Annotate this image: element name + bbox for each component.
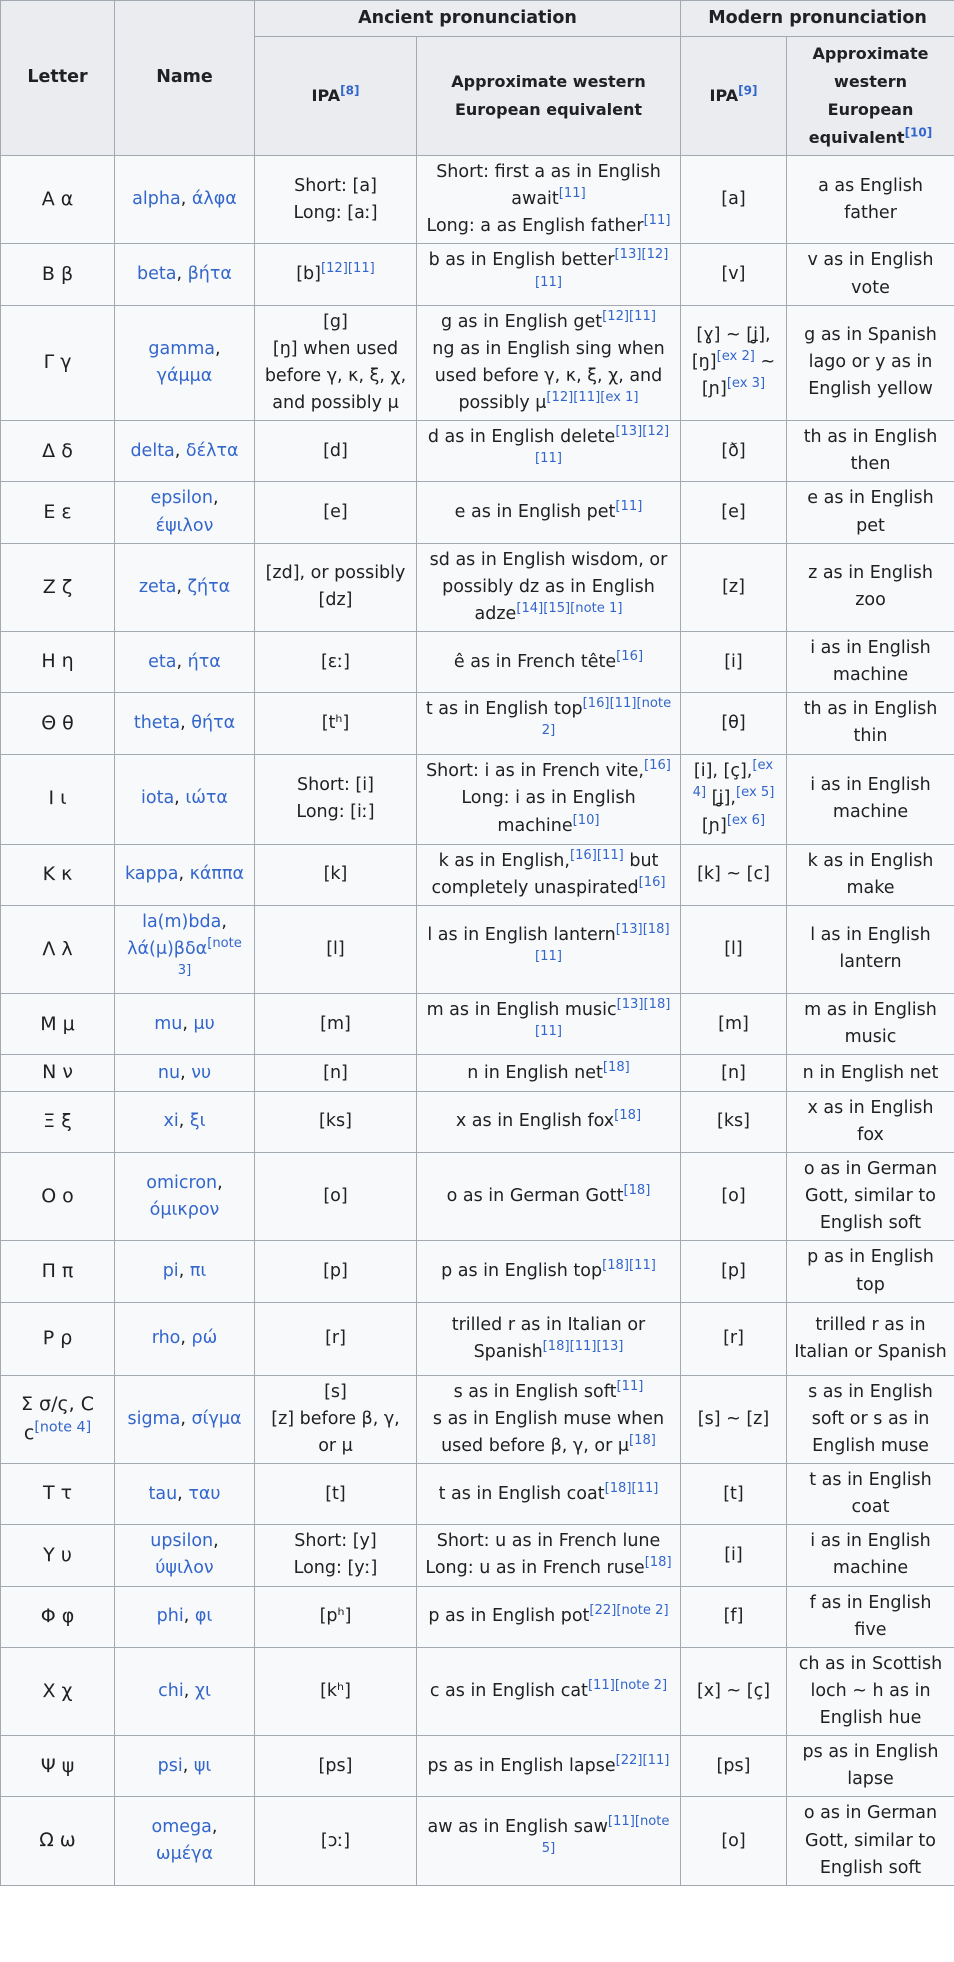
ancient-equivalent-cell: p as in English top[18][11] [417, 1241, 681, 1302]
modern-equivalent-cell: t as in English coat [787, 1464, 954, 1525]
modern-equivalent-cell: ps as in English lapse [787, 1736, 954, 1797]
modern-equivalent-cell: i as in English machine [787, 632, 954, 693]
letter-name-link[interactable]: sigma [127, 1408, 181, 1429]
ref-link[interactable]: [18] [602, 1059, 630, 1075]
header-modern: Modern pronunciation [681, 1, 954, 37]
ancient-equivalent-cell: g as in English get[12][11] ng as in English sing when used before γ, κ, ξ, χ, and possibly μ[12][11][ex 1] [417, 305, 681, 421]
modern-ipa-cell: [t] [681, 1464, 787, 1525]
letter-cell: Ε ε [1, 482, 115, 543]
ancient-ipa-cell: [zd], or possibly [dz] [255, 543, 417, 631]
ancient-ipa-cell: Short: [i] Long: [iː] [255, 754, 417, 844]
name-cell: pi, πι [115, 1241, 255, 1302]
table-row [1, 1736, 954, 1797]
table-row [1, 1464, 954, 1525]
greek-name-link[interactable]: λά(μ)βδα [127, 938, 208, 959]
ref-link[interactable]: [18] [644, 1555, 672, 1571]
ancient-equivalent-cell: e as in English pet[11] [417, 482, 681, 543]
ref-link[interactable]: [16] [616, 648, 644, 664]
greek-name-link[interactable]: θήτα [191, 712, 236, 733]
table-row [1, 1241, 954, 1302]
modern-equivalent-cell: i as in English machine [787, 754, 954, 844]
letter-name-link[interactable]: xi [163, 1111, 179, 1132]
table-header [1, 1, 954, 156]
ref-link[interactable]: [11] [642, 1752, 670, 1768]
modern-equivalent-cell: trilled r as in Italian or Spanish [787, 1302, 954, 1375]
name-cell: beta, βήτα [115, 244, 255, 305]
ancient-ipa-cell: [p] [255, 1241, 417, 1302]
name-cell: eta, ήτα [115, 632, 255, 693]
modern-ipa-cell: [a] [681, 156, 787, 244]
name-cell: alpha, άλφα [115, 156, 255, 244]
letter-cell: Π π [1, 1241, 115, 1302]
ancient-ipa-cell: [n] [255, 1055, 417, 1091]
ancient-equivalent-cell: trilled r as in Italian or Spanish[18][11][13] [417, 1302, 681, 1375]
modern-ipa-cell: [x] ~ [ç] [681, 1647, 787, 1735]
ancient-ipa-cell: [m] [255, 994, 417, 1055]
modern-equivalent-cell: l as in English lantern [787, 905, 954, 993]
ref-link[interactable]: [22] [589, 1603, 617, 1619]
table-row [1, 1055, 954, 1091]
ref-link[interactable]: [11] [573, 390, 601, 406]
letter-name-link[interactable]: alpha [132, 189, 181, 210]
letter-cell: Β β [1, 244, 115, 305]
name-cell: zeta, ζήτα [115, 543, 255, 631]
table-row [1, 1525, 954, 1586]
letter-cell: Δ δ [1, 421, 115, 482]
greek-name-link[interactable]: γάμμα [156, 365, 213, 386]
ref-link[interactable]: [note 4] [34, 1420, 92, 1437]
ancient-equivalent-cell: o as in German Gott[18] [417, 1153, 681, 1241]
ref-link[interactable]: [18] [642, 922, 670, 938]
ref-link[interactable]: [11] [347, 261, 375, 277]
ref-link[interactable]: [11] [629, 308, 656, 324]
ref-link[interactable]: [10] [904, 125, 933, 140]
letter-name-link[interactable]: delta [130, 440, 175, 461]
letter-name-link[interactable]: chi [158, 1680, 184, 1701]
letter-name-link[interactable]: phi [156, 1606, 184, 1627]
modern-ipa-cell: [i] [681, 632, 787, 693]
letter-cell: Υ υ [1, 1525, 115, 1586]
modern-equivalent-cell: x as in English fox [787, 1091, 954, 1152]
letter-cell: Ω ω [1, 1797, 115, 1885]
modern-equivalent-cell: v as in English vote [787, 244, 954, 305]
letter-name-link[interactable]: kappa [124, 864, 179, 885]
modern-equivalent-cell: e as in English pet [787, 482, 954, 543]
header-ancient: Ancient pronunciation [255, 1, 681, 37]
ancient-equivalent-cell: Short: first a as in English await[11] Long: a as English father[11] [417, 156, 681, 244]
letter-cell: Θ θ [1, 693, 115, 754]
greek-name-link[interactable]: φι [194, 1606, 213, 1627]
modern-ipa-cell: [f] [681, 1586, 787, 1647]
greek-name-link[interactable]: έψιλον [155, 515, 214, 536]
ancient-equivalent-cell: t as in English coat[18][11] [417, 1464, 681, 1525]
ref-link[interactable]: [11] [629, 1258, 656, 1274]
modern-ipa-cell: [ps] [681, 1736, 787, 1797]
ref-link[interactable]: [11] [535, 1024, 562, 1040]
modern-equivalent-cell: th as in English thin [787, 693, 954, 754]
table-row [1, 543, 954, 631]
letter-cell: Λ λ [1, 905, 115, 993]
header-name: Name [115, 1, 255, 156]
greek-name-link[interactable]: ιώτα [185, 788, 228, 809]
greek-name-link[interactable]: ωμέγα [155, 1844, 214, 1865]
ancient-equivalent-cell: d as in English delete[13][12][11] [417, 421, 681, 482]
letter-cell: Ν ν [1, 1055, 115, 1091]
ancient-ipa-cell: [ks] [255, 1091, 417, 1152]
letter-name-link[interactable]: theta [133, 712, 181, 733]
greek-name-link[interactable]: χι [194, 1680, 211, 1701]
name-cell: omega, ωμέγα [115, 1797, 255, 1885]
greek-name-link[interactable]: ταυ [188, 1483, 221, 1504]
table-row [1, 1375, 954, 1463]
ancient-ipa-cell: [tʰ] [255, 693, 417, 754]
ref-link[interactable]: [18] [604, 1480, 632, 1496]
header-approx-ancient: Approximate western European equivalent [417, 37, 681, 156]
ancient-ipa-cell: [d] [255, 421, 417, 482]
ref-link[interactable]: [13] [596, 1338, 624, 1354]
name-cell: upsilon, ύψιλον [115, 1525, 255, 1586]
greek-name-link[interactable]: ψι [193, 1755, 212, 1776]
letter-cell: Ο ο [1, 1153, 115, 1241]
modern-equivalent-cell: s as in English soft or s as in English muse [787, 1375, 954, 1463]
ancient-ipa-cell: [t] [255, 1464, 417, 1525]
greek-name-link[interactable]: νυ [191, 1062, 212, 1083]
modern-ipa-cell: [s] ~ [z] [681, 1375, 787, 1463]
ref-link[interactable]: [11] [535, 949, 562, 965]
letter-name-link[interactable]: omicron [146, 1172, 218, 1193]
letter-name-link[interactable]: psi [157, 1755, 183, 1776]
letter-cell: Σ σ/ς, Ϲ ϲ[note 4] [1, 1375, 115, 1463]
ref-link[interactable]: [18] [542, 1338, 570, 1354]
name-cell: theta, θήτα [115, 693, 255, 754]
header-ipa-ancient: IPA[8] [255, 37, 417, 156]
table-row [1, 632, 954, 693]
ancient-ipa-cell: [r] [255, 1302, 417, 1375]
ref-link[interactable]: [14] [516, 601, 544, 617]
name-cell: epsilon, έψιλον [115, 482, 255, 543]
modern-equivalent-cell: o as in German Gott, similar to English soft [787, 1797, 954, 1885]
ancient-equivalent-cell: k as in English,[16][11] but completely unaspirated[16] [417, 844, 681, 905]
ref-link[interactable]: [13] [616, 997, 644, 1013]
modern-equivalent-cell: o as in German Gott, similar to English soft [787, 1153, 954, 1241]
table-body [1, 156, 954, 1886]
table-row [1, 1647, 954, 1735]
letter-cell: Ψ ψ [1, 1736, 115, 1797]
ancient-equivalent-cell: s as in English soft[11] s as in English muse when used before β, γ, or μ[18] [417, 1375, 681, 1463]
modern-ipa-cell: [k] ~ [c] [681, 844, 787, 905]
modern-ipa-cell: [z] [681, 543, 787, 631]
ancient-ipa-cell: [l] [255, 905, 417, 993]
ancient-equivalent-cell: ps as in English lapse[22][11] [417, 1736, 681, 1797]
ref-link[interactable]: [10] [572, 812, 600, 828]
header-letter: Letter [1, 1, 115, 156]
name-cell: delta, δέλτα [115, 421, 255, 482]
ref-link[interactable]: [13] [614, 247, 642, 263]
name-cell: rho, ρώ [115, 1302, 255, 1375]
name-cell: phi, φι [115, 1586, 255, 1647]
ancient-ipa-cell: Short: [y] Long: [yː] [255, 1525, 417, 1586]
ancient-equivalent-cell: n in English net[18] [417, 1055, 681, 1091]
letter-name-link[interactable]: upsilon [150, 1531, 214, 1552]
greek-name-link[interactable]: ήτα [187, 651, 221, 672]
ref-link[interactable]: [11] [569, 1338, 597, 1354]
letter-name-link[interactable]: gamma [148, 338, 216, 359]
greek-name-link[interactable]: ρώ [191, 1328, 218, 1349]
ancient-ipa-cell: [b][12][11] [255, 244, 417, 305]
ref-link[interactable]: [16] [644, 758, 671, 774]
ref-link[interactable]: [11] [631, 1480, 659, 1496]
ancient-ipa-cell: [ɛː] [255, 632, 417, 693]
ancient-ipa-cell: [ɔː] [255, 1797, 417, 1885]
ancient-equivalent-cell: c as in English cat[11][note 2] [417, 1647, 681, 1735]
table-row [1, 1302, 954, 1375]
letter-name-link[interactable]: eta [148, 651, 177, 672]
ref-link[interactable]: [15] [543, 601, 571, 617]
ref-link[interactable]: [11] [616, 1378, 644, 1394]
letter-name-link[interactable]: epsilon [150, 488, 213, 509]
letter-name-link[interactable]: rho [151, 1328, 181, 1349]
ref-link[interactable]: [12] [641, 247, 669, 263]
modern-equivalent-cell: p as in English top [787, 1241, 954, 1302]
ref-link[interactable]: [note 1] [570, 601, 623, 617]
letter-name-link[interactable]: zeta [138, 576, 177, 597]
letter-cell: Τ τ [1, 1464, 115, 1525]
ancient-ipa-cell: [o] [255, 1153, 417, 1241]
ancient-equivalent-cell: t as in English top[16][11][note 2] [417, 693, 681, 754]
modern-equivalent-cell: th as in English then [787, 421, 954, 482]
name-cell: sigma, σίγμα [115, 1375, 255, 1463]
ref-link[interactable]: [note 2] [541, 696, 672, 739]
table-row [1, 421, 954, 482]
ancient-equivalent-cell: aw as in English saw[11][note 5] [417, 1797, 681, 1885]
ancient-equivalent-cell: p as in English pot[22][note 2] [417, 1586, 681, 1647]
ref-link[interactable]: [18] [628, 1433, 656, 1449]
ancient-equivalent-cell: x as in English fox[18] [417, 1091, 681, 1152]
ref-link[interactable]: [11] [587, 1678, 615, 1694]
ref-link[interactable]: [ex 4] [692, 758, 774, 801]
modern-ipa-cell: [o] [681, 1797, 787, 1885]
ancient-equivalent-cell: b as in English better[13][12][11] [417, 244, 681, 305]
letter-cell: Ζ ζ [1, 543, 115, 631]
ref-link[interactable]: [18] [643, 997, 671, 1013]
letter-name-link[interactable]: omega [151, 1817, 212, 1837]
name-cell: la(m)bda, λά(μ)βδα[note 3] [115, 905, 255, 993]
table-row [1, 1153, 954, 1241]
name-cell: omicron, όμικρον [115, 1153, 255, 1241]
ref-link[interactable]: [16] [582, 696, 610, 712]
ref-link[interactable]: [13] [615, 922, 643, 938]
modern-ipa-cell: [r] [681, 1302, 787, 1375]
ancient-ipa-cell: [kʰ] [255, 1647, 417, 1735]
greek-name-link[interactable]: ξι [189, 1111, 206, 1132]
greek-name-link[interactable]: μυ [193, 1013, 215, 1034]
letter-name-link[interactable]: mu [154, 1013, 183, 1034]
name-cell: mu, μυ [115, 994, 255, 1055]
name-cell: tau, ταυ [115, 1464, 255, 1525]
ancient-equivalent-cell: m as in English music[13][18][11] [417, 994, 681, 1055]
table-row [1, 244, 954, 305]
ancient-ipa-cell: [g] [ŋ] when used before γ, κ, ξ, χ, and possibly μ [255, 305, 417, 421]
modern-ipa-cell: [i], [ç],[ex 4] [ʝ],[ex 5] [ɲ][ex 6] [681, 754, 787, 844]
ref-link[interactable]: [11] [643, 213, 671, 229]
ancient-ipa-cell: [e] [255, 482, 417, 543]
ancient-ipa-cell: [pʰ] [255, 1586, 417, 1647]
letter-name-link[interactable]: tau [148, 1483, 178, 1504]
modern-ipa-cell: [ks] [681, 1091, 787, 1152]
letter-name-link[interactable]: beta [137, 263, 177, 284]
table-row [1, 156, 954, 244]
greek-name-link[interactable]: κάππα [189, 864, 245, 885]
table-row [1, 994, 954, 1055]
ref-link[interactable]: [note 5] [541, 1814, 670, 1857]
ref-link[interactable]: [16] [638, 874, 666, 890]
modern-equivalent-cell: z as in English zoo [787, 543, 954, 631]
ancient-equivalent-cell: Short: u as in French lune Long: u as in French ruse[18] [417, 1525, 681, 1586]
modern-equivalent-cell: i as in English machine [787, 1525, 954, 1586]
letter-cell: Φ φ [1, 1586, 115, 1647]
modern-ipa-cell: [i] [681, 1525, 787, 1586]
ref-link[interactable]: [note 3] [177, 936, 242, 979]
greek-name-link[interactable]: δέλτα [185, 440, 239, 461]
ref-link[interactable]: [16] [569, 847, 597, 863]
ref-link[interactable]: [11] [535, 274, 562, 290]
ref-link[interactable]: [18] [623, 1183, 651, 1199]
name-cell: nu, νυ [115, 1055, 255, 1091]
name-cell: psi, ψι [115, 1736, 255, 1797]
modern-ipa-cell: [o] [681, 1153, 787, 1241]
greek-name-link[interactable]: όμικρον [149, 1199, 220, 1220]
letter-cell: Γ γ [1, 305, 115, 421]
letter-cell: Α α [1, 156, 115, 244]
ref-link[interactable]: [12] [642, 424, 670, 440]
modern-equivalent-cell: k as in English make [787, 844, 954, 905]
ancient-ipa-cell: [k] [255, 844, 417, 905]
table-row [1, 754, 954, 844]
letter-name-link[interactable]: iota [141, 788, 175, 809]
table-row [1, 1797, 954, 1885]
table-row [1, 1091, 954, 1152]
ancient-ipa-cell: Short: [a] Long: [aː] [255, 156, 417, 244]
ref-link[interactable]: [note 2] [614, 1678, 668, 1694]
table-row [1, 305, 954, 421]
ref-link[interactable]: [22] [615, 1752, 643, 1768]
modern-ipa-cell: [m] [681, 994, 787, 1055]
greek-name-link[interactable]: άλφα [191, 189, 237, 210]
ref-link[interactable]: [8] [340, 83, 360, 98]
letter-cell: Ρ ρ [1, 1302, 115, 1375]
letter-name-link[interactable]: nu [157, 1062, 181, 1083]
header-approx-modern: Approximate western European equivalent[10] [787, 37, 954, 156]
ref-link[interactable]: [13] [615, 424, 643, 440]
ref-link[interactable]: [9] [738, 83, 758, 98]
name-cell: gamma, γάμμα [115, 305, 255, 421]
modern-ipa-cell: [ð] [681, 421, 787, 482]
ref-link[interactable]: [12] [320, 261, 348, 277]
ref-link[interactable]: [11] [607, 1814, 635, 1830]
ref-link[interactable]: [ex 2] [716, 349, 755, 365]
letter-cell: Κ κ [1, 844, 115, 905]
ancient-ipa-cell: [s] [z] before β, γ, or μ [255, 1375, 417, 1463]
table-row [1, 482, 954, 543]
letter-cell: Χ χ [1, 1647, 115, 1735]
ref-link[interactable]: [18] [614, 1108, 642, 1124]
ref-link[interactable]: [11] [535, 451, 562, 467]
name-cell: iota, ιώτα [115, 754, 255, 844]
ref-link[interactable]: [ex 5] [736, 785, 775, 801]
greek-name-link[interactable]: βήτα [187, 263, 232, 284]
greek-name-link[interactable]: ζήτα [187, 576, 231, 597]
greek-name-link[interactable]: πι [189, 1261, 207, 1281]
header-ipa-modern: IPA[9] [681, 37, 787, 156]
modern-equivalent-cell: m as in English music [787, 994, 954, 1055]
modern-ipa-cell: [l] [681, 905, 787, 993]
name-cell: kappa, κάππα [115, 844, 255, 905]
letter-cell: Η η [1, 632, 115, 693]
ancient-ipa-cell: [ps] [255, 1736, 417, 1797]
letter-name-link[interactable]: pi [162, 1261, 179, 1281]
greek-name-link[interactable]: ύψιλον [155, 1558, 214, 1579]
ref-link[interactable]: [11] [615, 499, 643, 515]
ref-link[interactable]: [ex 6] [726, 812, 766, 828]
ref-link[interactable]: [18] [602, 1258, 630, 1274]
table-row [1, 693, 954, 754]
modern-ipa-cell: [p] [681, 1241, 787, 1302]
table-row [1, 905, 954, 993]
modern-ipa-cell: [v] [681, 244, 787, 305]
modern-equivalent-cell: f as in English five [787, 1586, 954, 1647]
name-cell: chi, χι [115, 1647, 255, 1735]
modern-ipa-cell: [e] [681, 482, 787, 543]
modern-equivalent-cell: g as in Spanish lago or y as in English yellow [787, 305, 954, 421]
name-cell: xi, ξι [115, 1091, 255, 1152]
ref-link[interactable]: [12] [602, 308, 630, 324]
table-row [1, 1586, 954, 1647]
ref-link[interactable]: [11] [596, 847, 624, 863]
ref-link[interactable]: [ex 3] [726, 376, 766, 392]
ref-link[interactable]: [ex 1] [600, 390, 639, 406]
ancient-equivalent-cell: l as in English lantern[13][18][11] [417, 905, 681, 993]
ancient-equivalent-cell: sd as in English wisdom, or possibly dz as in English adze[14][15][note 1] [417, 543, 681, 631]
modern-equivalent-cell: n in English net [787, 1055, 954, 1091]
modern-equivalent-cell: a as English father [787, 156, 954, 244]
ref-link[interactable]: [11] [558, 186, 586, 202]
ref-link[interactable]: [11] [609, 696, 637, 712]
letter-cell: Ξ ξ [1, 1091, 115, 1152]
ancient-equivalent-cell: Short: i as in French vite,[16] Long: i as in English machine[10] [417, 754, 681, 844]
modern-ipa-cell: [n] [681, 1055, 787, 1091]
modern-equivalent-cell: ch as in Scottish loch ~ h as in English hue [787, 1647, 954, 1735]
ref-link[interactable]: [12] [546, 390, 574, 406]
letter-cell: Μ μ [1, 994, 115, 1055]
modern-ipa-cell: [θ] [681, 693, 787, 754]
ref-link[interactable]: [note 2] [616, 1603, 669, 1619]
table-row [1, 844, 954, 905]
letter-name-link[interactable]: la(m)bda [142, 911, 222, 932]
ancient-equivalent-cell: ê as in French tête[16] [417, 632, 681, 693]
modern-ipa-cell: [ɣ] ~ [ʝ], [ŋ][ex 2] ~ [ɲ][ex 3] [681, 305, 787, 421]
letter-cell: Ι ι [1, 754, 115, 844]
greek-name-link[interactable]: σίγμα [191, 1408, 242, 1429]
